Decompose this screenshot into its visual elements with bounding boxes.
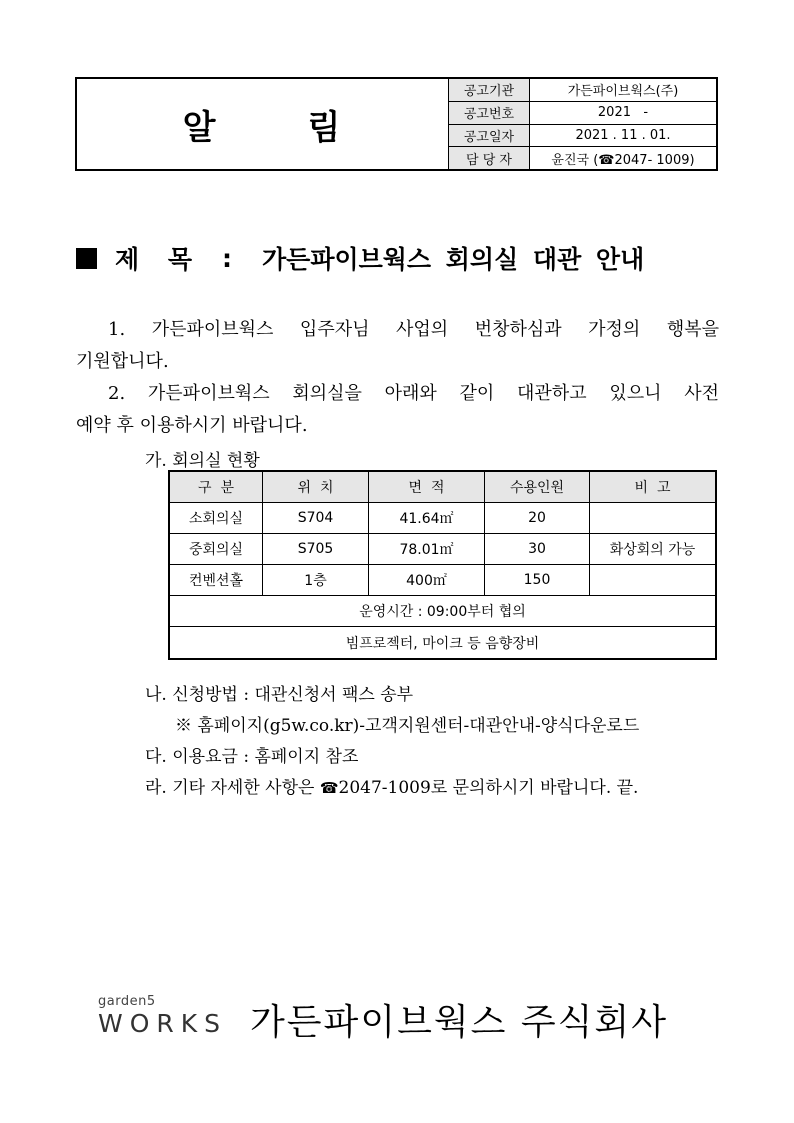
- title-char-2: 림: [307, 107, 343, 148]
- paragraph-line: 2. 가든파이브웍스 회의실을 아래와 같이 대관하고 있으니 사전: [108, 383, 719, 404]
- notice-meta-table: [449, 79, 716, 169]
- square-bullet-icon: [76, 248, 97, 269]
- table-row: [170, 565, 715, 596]
- item-other-info: [145, 773, 638, 798]
- meta-row-number: [449, 102, 716, 125]
- table-row-equipment: [170, 627, 715, 658]
- item-other-suffix: 2047-1009로 문의하시기 바랍니다. 끝.: [338, 778, 639, 798]
- logo-top-text: garden5: [98, 994, 156, 1009]
- meta-row-contact: [449, 147, 716, 169]
- meta-value: 윤진국 (☎2047- 1009): [551, 152, 695, 168]
- table-cell: 컨벤션홀: [170, 565, 263, 595]
- paragraph-line: 기원합니다.: [76, 351, 169, 372]
- phone-icon: ☎: [319, 779, 339, 797]
- table-cell: 소회의실: [170, 503, 263, 533]
- table-cell: 78.01㎡: [369, 534, 485, 564]
- table-cell: 빔프로젝터, 마이크 등 음향장비: [345, 635, 540, 652]
- column-header: 구 분: [170, 472, 263, 502]
- subject-title: 가든파이브웍스 회의실 대관 안내: [262, 245, 645, 274]
- meeting-room-table: [168, 470, 717, 660]
- item-other-prefix: 라. 기타 자세한 사항은: [145, 778, 320, 798]
- meta-label: 공고번호: [449, 102, 530, 124]
- column-header: 수용인원: [485, 472, 590, 502]
- column-header: 비 고: [590, 472, 715, 502]
- table-header-row: [170, 472, 715, 503]
- item-application-method: 나. 신청방법 : 대관신청서 팩스 송부: [145, 685, 414, 705]
- meta-label: 담 당 자: [449, 147, 530, 169]
- table-cell: 운영시간 : 09:00부터 협의: [359, 604, 526, 620]
- column-header: 위 치: [263, 472, 369, 502]
- section-meeting-room-status: 가. 회의실 현황: [145, 451, 260, 471]
- notice-title: [77, 79, 449, 169]
- table-cell: 1층: [263, 565, 369, 595]
- subject-label: 제 목: [115, 245, 203, 274]
- subject-line: [76, 240, 644, 276]
- table-cell: 150: [485, 565, 590, 595]
- paragraph-line: 1. 가든파이브웍스 입주자님 사업의 번창하심과 가정의 행복을: [108, 319, 719, 340]
- meta-value: 가든파이브웍스(주): [567, 84, 679, 100]
- table-cell: 30: [485, 534, 590, 564]
- table-cell: 중회의실: [170, 534, 263, 564]
- table-cell: 41.64㎡: [369, 503, 485, 533]
- meta-row-agency: [449, 79, 716, 102]
- table-row-operating-hours: [170, 596, 715, 627]
- item-homepage-note: ※ 홈페이지(g5w.co.kr)-고객지원센터-대관안내-양식다운로드: [175, 716, 640, 736]
- table-cell: S705: [263, 534, 369, 564]
- meta-label: 공고일자: [449, 125, 530, 147]
- paragraph-line: 예약 후 이용하시기 바랍니다.: [76, 415, 308, 436]
- table-cell: 20: [485, 503, 590, 533]
- table-cell: [590, 503, 715, 533]
- meta-value: 2021 . 11 . 01.: [575, 127, 671, 143]
- item-usage-fee: 다. 이용요금 : 홈페이지 참조: [145, 747, 359, 767]
- subject-colon: :: [222, 243, 233, 273]
- table-row: [170, 534, 715, 565]
- table-cell: 400㎡: [369, 565, 485, 595]
- table-cell: S704: [263, 503, 369, 533]
- column-header: 면 적: [369, 472, 485, 502]
- table-row: [170, 503, 715, 534]
- logo-bottom-text: WORKS: [98, 1009, 228, 1038]
- table-cell: [590, 565, 715, 595]
- title-char-1: 알: [182, 107, 218, 148]
- meta-row-date: [449, 125, 716, 148]
- company-logo: [98, 994, 227, 1038]
- meta-value: 2021 -: [597, 105, 649, 121]
- table-cell: 화상회의 가능: [609, 542, 696, 558]
- paragraph-2: [76, 378, 719, 442]
- meta-label: 공고기관: [449, 79, 530, 101]
- company-name: 가든파이브웍스 주식회사: [250, 1002, 668, 1043]
- notice-header: [75, 77, 718, 171]
- paragraph-1: [76, 314, 719, 378]
